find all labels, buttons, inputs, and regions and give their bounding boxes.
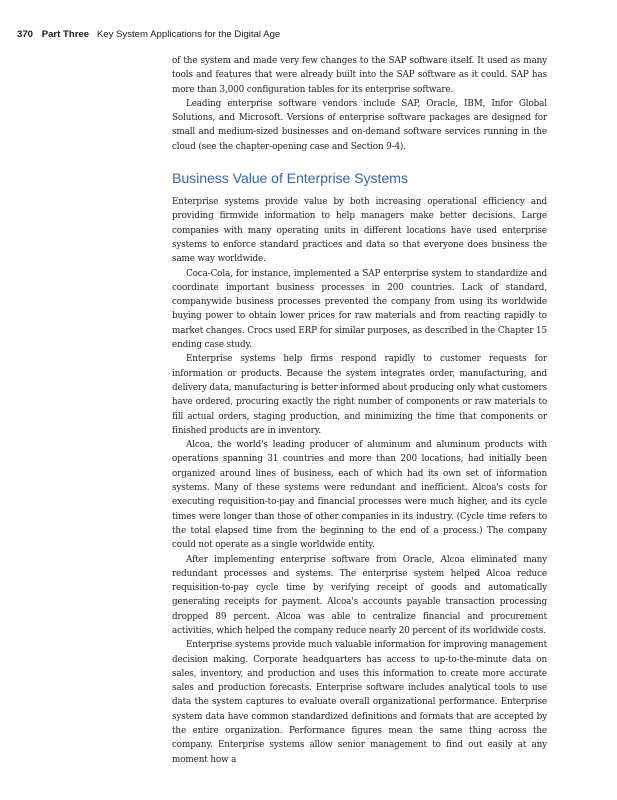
section-heading: Business Value of Enterprise Systems [172,171,408,188]
body-paragraph: After implementing enterprise software from Oracle, Alcoa eliminated many redundant processes and systems. The enterprise system helped Alcoa reduce requisition-to-pay cycle time by verifying receipt of goods and automatically generating receipts for payment. Alcoa's accounts payable transaction processing dropped 89 percent. Alcoa was able to centralize financial and procurement activities, which helped the company reduce nearly 20 percent of its worldwide costs. [172,554,547,636]
body-paragraph: of the system and made very few changes to the SAP software itself. It used as many tools and features that were already built into the SAP software as it could. SAP has more than 3,000 configuration tables for its enterprise software. [172,56,547,95]
part-label: Part Three [41,29,90,40]
body-paragraph: Enterprise systems provide value by both increasing operational efficiency and providing firmwide information to help managers make better decisions. Large companies with many operating units in different locations have used enterprise systems to enforce standard practices and data so that everyone does business the same way worldwide. [172,197,547,265]
body-paragraph: Leading enterprise software vendors include SAP, Oracle, IBM, Infor Global Solutions, and Microsoft. Versions of enterprise software packages are designed for small and medium-sized businesses and on-demand software services running in the cloud (see the chapter-opening case and Section 9-4). [172,98,547,152]
running-head-title: Key System Applications for the Digital Age [96,29,281,40]
body-text [172,54,547,767]
body-paragraph: Alcoa, the world's leading producer of aluminum and aluminum products with operations spanning 31 countries and more than 200 locations, had initially been organized around lines of business, each of which had its own set of information systems. Many of these systems were redundant and inefficient. Alcoa's costs for executing requisition-to-pay and financial processes were much higher, and its cycle times were longer than those of other companies in its industry. (Cycle time refers to the total elapsed time from the beginning to the end of a process.) The company could not operate as a single worldwide entity. [172,440,547,551]
page-number: 370 [17,29,34,40]
body-paragraph: Coca-Cola, for instance, implemented a SAP enterprise system to standardize and coordinate important business processes in 200 countries. Lack of standard, companywide business processes prevented the company from using its worldwide buying power to obtain lower prices for raw materials and from reacting rapidly to market changes. Crocs used ERP for similar purposes, as described in the Chapter 15 ending case study. [172,268,547,351]
body-paragraph: Enterprise systems help firms respond rapidly to customer requests for information or products. Because the system integrates order, manufacturing, and delivery data, manufacturing is better informed about producing only what customers have ordered, procuring exactly the right number of components or raw materials to fill actual orders, staging production, and minimizing the time that components or finished products are in inventory. [172,354,547,436]
running-head [17,29,280,40]
body-paragraph: Enterprise systems provide much valuable information for improving management decision making. Corporate headquarters has access to up-to-the-minute data on sales, inventory, and production and uses this information to create more accurate sales and production forecasts. Enterprise software includes analytical tools to use data the system captures to evaluate overall organizational performance. Enterprise system data have common standardized definitions and formats that are accepted by the entire organization. Performance figures mean the same thing across the company. Enterprise systems allow senior management to find out easily at any moment how a [172,640,547,765]
